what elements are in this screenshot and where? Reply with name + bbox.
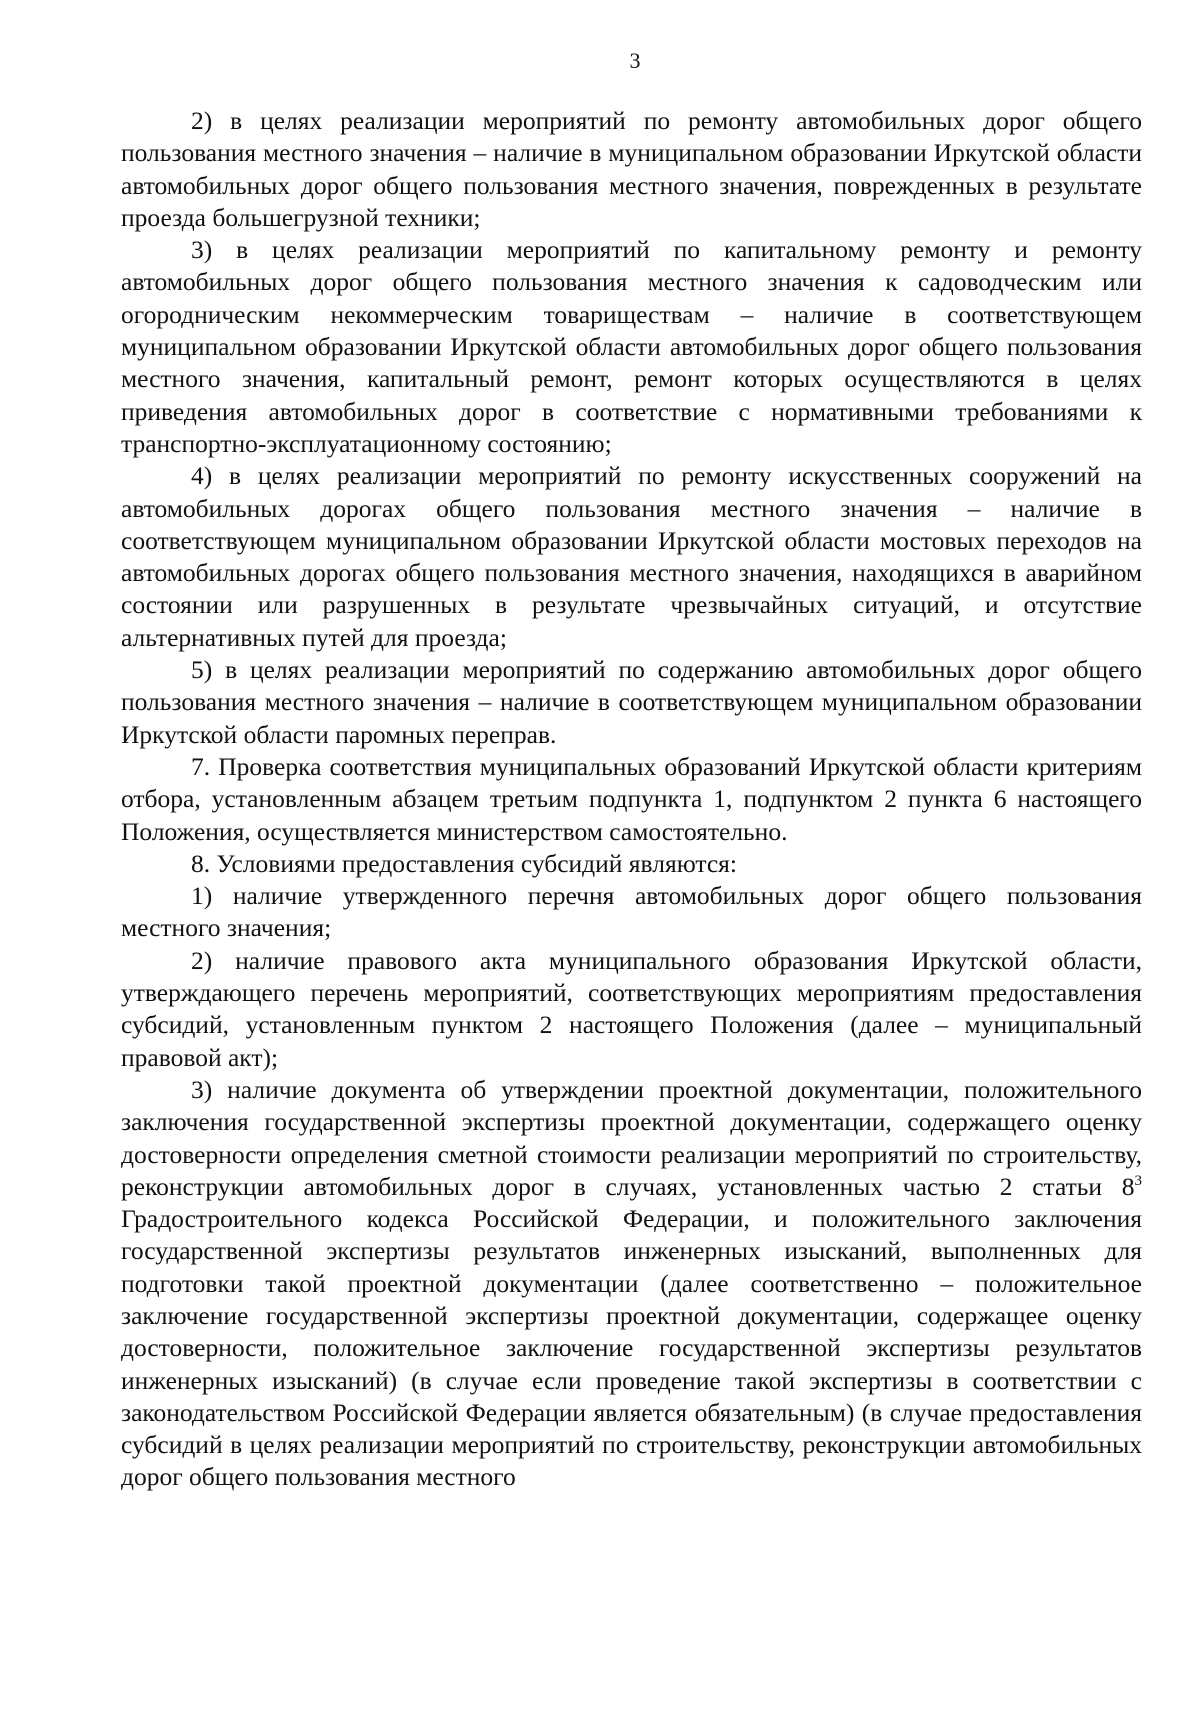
- paragraph-condition-3-part2: Градостроительного кодекса Российской Федерации, и положительного заключения государственной экспертизы результатов инженерных изысканий, выполненных для подготовки такой проектной документации (далее соответственно – положительное заключение государственной экспертизы проектной документации, содержащее оценку достоверности, положительное заключение государственной экспертизы результатов инженерных изысканий) (в случае если проведение такой экспертизы в соответствии с законодательством Российской Федерации является обязательным) (в случае предоставления субсидий в целях реализации мероприятий по строительству, реконструкции автомобильных дорог общего пользования местного: [121, 1204, 1142, 1492]
- paragraph-item-7: 7. Проверка соответствия муниципальных образований Иркутской области критериям отбора, установленным абзацем третьим подпункта 1, подпунктом 2 пункта 6 настоящего Положения, осуществляется министерством самостоятельно.: [121, 751, 1142, 846]
- paragraph-item-8: 8. Условиями предоставления субсидий являются:: [191, 848, 737, 878]
- paragraph-subitem-2: 2) в целях реализации мероприятий по ремонту автомобильных дорог общего пользования местного значения – наличие в муниципальном образовании Иркутской области автомобильных дорог общего пользования местного значения, поврежденных в результате проезда большегрузной техники;: [121, 106, 1142, 232]
- paragraph-subitem-3: 3) в целях реализации мероприятий по капитальному ремонту и ремонту автомобильных дорог общего пользования местного значения к садоводческим или огородническим некоммерческим товариществам – наличие в соответствующем муниципальном образовании Иркутской области автомобильных дорог общего пользования местного значения, капитальный ремонт, ремонт которых осуществляются в целях приведения автомобильных дорог в соответствие с нормативными требованиями к транспортно-эксплуатационному состоянию;: [121, 235, 1142, 458]
- article-superscript: 3: [1134, 1172, 1142, 1189]
- paragraph-condition-3: [121, 1074, 1142, 1494]
- page-number: 3: [629, 48, 641, 73]
- paragraph-condition-1: 1) наличие утвержденного перечня автомобильных дорог общего пользования местного значения;: [121, 881, 1142, 943]
- paragraph-subitem-4: 4) в целях реализации мероприятий по ремонту искусственных сооружений на автомобильных дорогах общего пользования местного значения – наличие в соответствующем муниципальном образовании Иркутской области мостовых переходов на автомобильных дорогах общего пользования местного значения, находящихся в аварийном состоянии или разрушенных в результате чрезвычайных ситуаций, и отсутствие альтернативных путей для проезда;: [121, 461, 1142, 652]
- paragraph-subitem-5: 5) в целях реализации мероприятий по содержанию автомобильных дорог общего пользования местного значения – наличие в соответствующем муниципальном образовании Иркутской области паромных переправ.: [121, 655, 1142, 749]
- paragraph-condition-2: 2) наличие правового акта муниципального образования Иркутской области, утверждающего перечень мероприятий, соответствующих мероприятиям предоставления субсидий, установленным пунктом 2 настоящего Положения (далее – муниципальный правовой акт);: [121, 945, 1142, 1072]
- paragraph-condition-3-part1: 3) наличие документа об утверждении проектной документации, положительного заключения государственной экспертизы проектной документации, содержащего оценку достоверности определения сметной стоимости реализации мероприятий по строительству, реконструкции автомобильных дорог в случаях, установленных частью 2 статьи 8: [121, 1074, 1142, 1201]
- document-body: [121, 105, 1142, 1494]
